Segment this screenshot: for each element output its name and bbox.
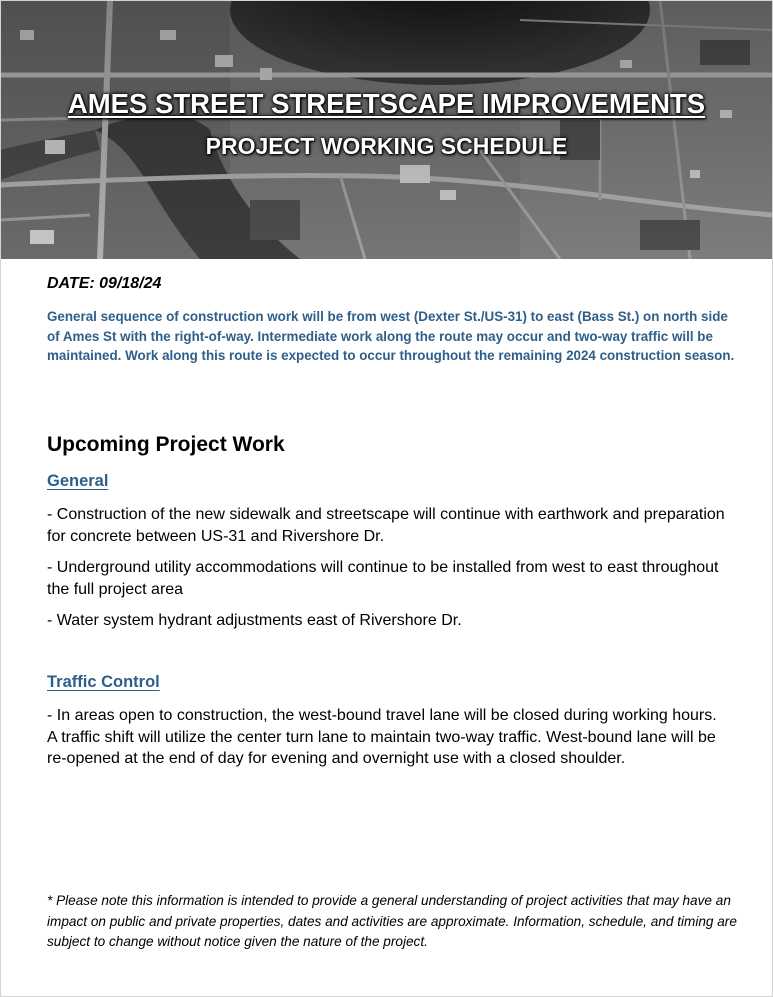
upcoming-work-heading: Upcoming Project Work: [47, 433, 285, 456]
general-item: - Construction of the new sidewalk and streetscape will continue with earthwork and preparation for concrete between US-31 and Rivershore Dr.: [47, 506, 725, 545]
general-item: - Water system hydrant adjustments east of Rivershore Dr.: [47, 612, 462, 629]
document-title: AMES STREET STREETSCAPE IMPROVEMENTS: [67, 88, 706, 119]
date-label: DATE: 09/18/24: [47, 275, 162, 292]
intro-paragraph: General sequence of construction work will be from west (Dexter St./US-31) to east (Bass St.) on north side of Ames St with the right-of-way. Intermediate work along the route may occur and two-way traffic will be maintained. Work along this route is expected to occur throughout the remaining 2024 construction season.: [47, 309, 735, 363]
document-subtitle: PROJECT WORKING SCHEDULE: [205, 133, 568, 159]
disclaimer-footnote: * Please note this information is intended to provide a general understanding of project activities that may have an impact on public and private properties, dates and activities are approximate. Information, schedule, and timing are subject to change without notice given the nature of the project.: [47, 893, 737, 949]
general-item: - Underground utility accommodations will continue to be installed from west to east throughout the full project area: [47, 559, 719, 598]
traffic-control-heading: Traffic Control: [47, 673, 160, 691]
traffic-control-item: - In areas open to construction, the west-bound travel lane will be closed during working hours. A traffic shift will utilize the center turn lane to maintain two-way traffic. West-bound lane will be re-opened at the end of day for evening and overnight use with a closed shoulder.: [47, 707, 717, 767]
general-heading: General: [47, 472, 109, 490]
header-banner: [0, 0, 773, 259]
aerial-photo-background: [0, 0, 773, 259]
